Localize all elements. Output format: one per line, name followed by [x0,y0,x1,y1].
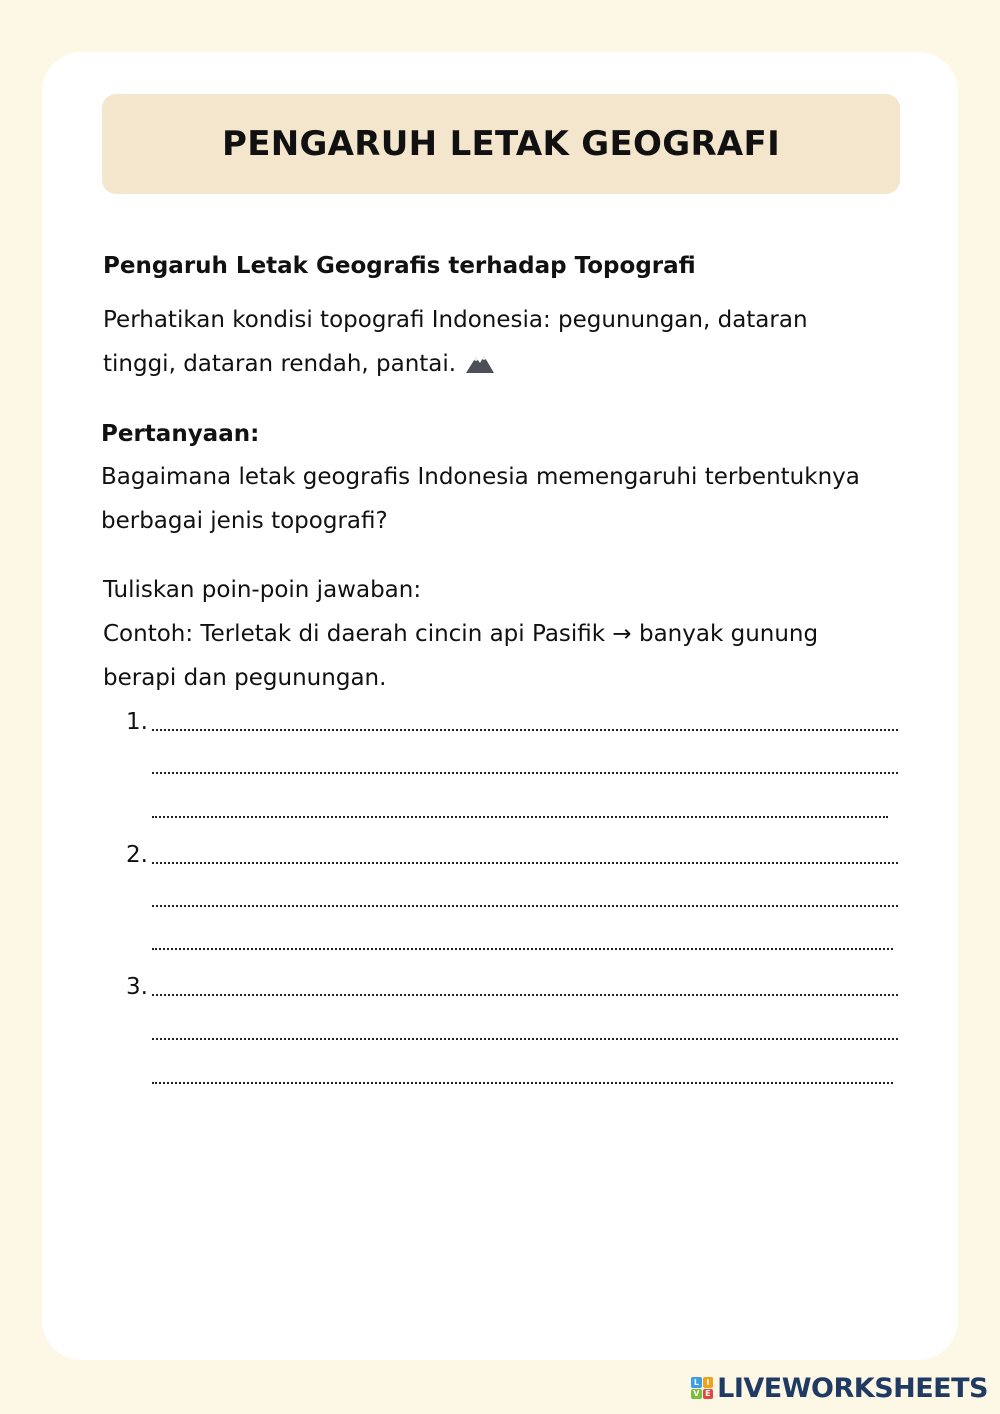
answer-1-line-2[interactable] [152,772,898,774]
mark-letter-v: V [691,1389,702,1400]
answer-number-1: 1. [126,709,148,735]
answer-3-line-2[interactable] [152,1038,898,1040]
liveworksheets-brand-text: LIVEWORKSHEETS [717,1372,988,1404]
example-text [103,612,903,700]
question-label: Pertanyaan: [101,421,260,447]
question-line-2: berbagai jenis topografi? [101,508,388,534]
question-text [101,455,901,543]
section-heading: Pengaruh Letak Geografis terhadap Topografi [103,253,696,279]
answer-number-3: 3. [126,974,148,1000]
answer-1-line-3[interactable] [152,816,888,818]
answer-2-line-3[interactable] [152,948,893,950]
answer-3-line-3[interactable] [152,1082,893,1084]
mark-letter-e: E [703,1389,714,1400]
intro-line-2: tinggi, dataran rendah, pantai. [103,351,457,377]
mark-letter-l: L [691,1377,702,1388]
page-title: PENGARUH LETAK GEOGRAFI [221,124,781,164]
question-line-1: Bagaimana letak geografis Indonesia memengaruhi terbentuknya [101,464,860,490]
snow-capped-mountain-icon [465,345,495,367]
liveworksheets-logo [691,1368,988,1408]
mark-letter-i: I [703,1377,714,1388]
intro-line-1: Perhatikan kondisi topografi Indonesia: pegunungan, dataran [103,307,808,333]
example-line-1: Contoh: Terletak di daerah cincin api Pasifik → banyak gunung [103,621,819,647]
answer-3-line-1[interactable] [152,994,898,996]
answer-2-line-2[interactable] [152,905,898,907]
example-line-2: berapi dan pegunungan. [103,665,387,691]
intro-text [103,298,893,386]
answer-number-2: 2. [126,842,148,868]
title-banner [102,94,900,194]
answer-2-line-1[interactable] [152,862,898,864]
liveworksheets-mark-icon [691,1377,713,1399]
answer-1-line-1[interactable] [152,729,898,731]
instruction-text: Tuliskan poin-poin jawaban: [103,577,422,603]
